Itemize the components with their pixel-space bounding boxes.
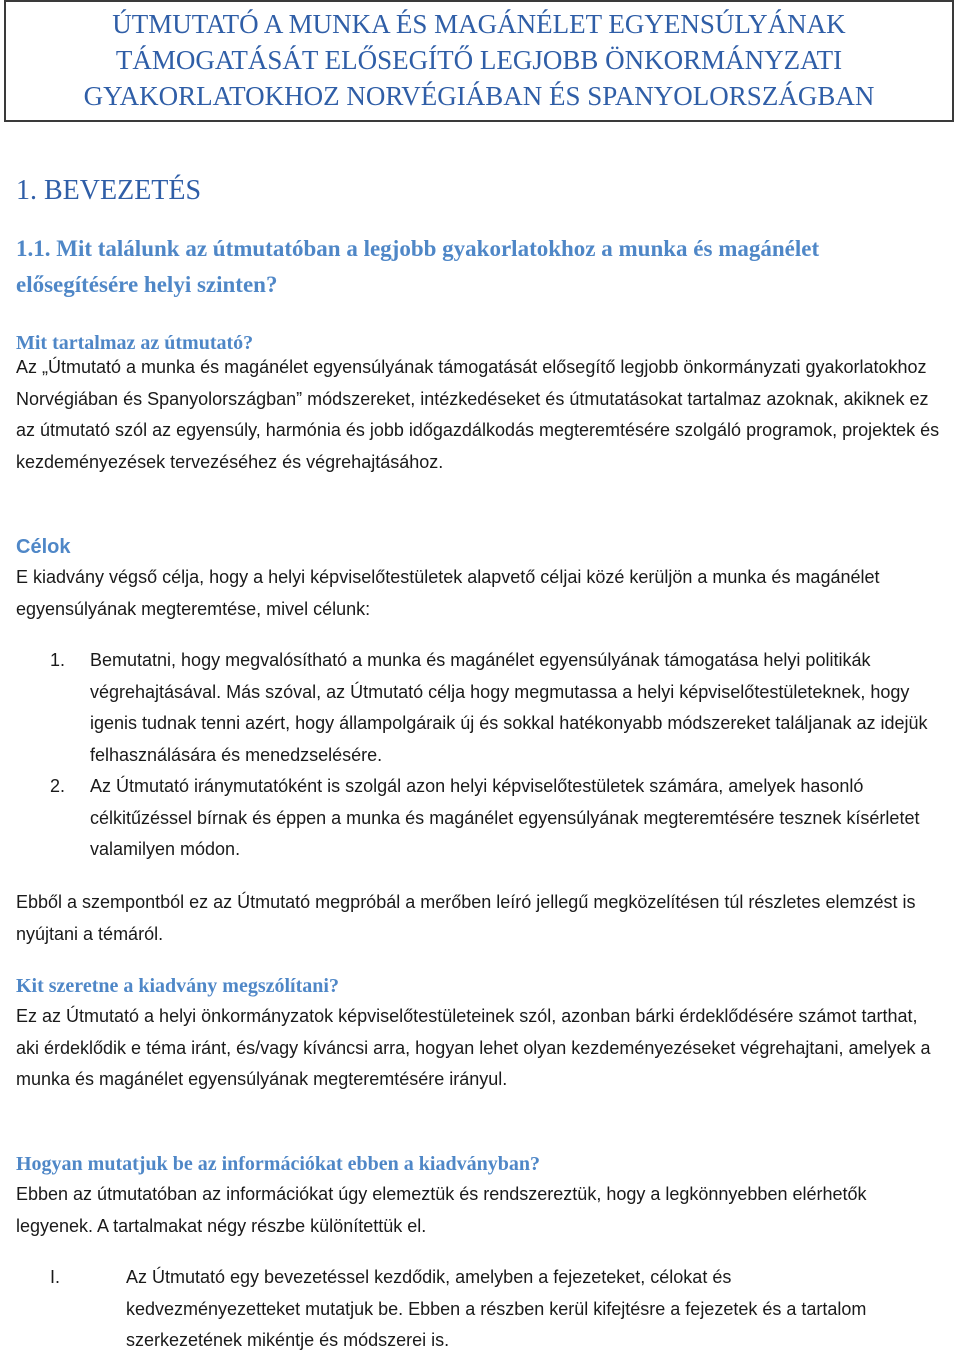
document-title-line-2: TÁMOGATÁSÁT ELŐSEGÍTŐ LEGJOBB ÖNKORMÁNYZATI <box>115 45 843 75</box>
subsection-heading-1-1: 1.1. Mit találunk az útmutatóban a legjobb gyakorlatokhoz a munka és magánélet elősegítésére helyi szinten? <box>16 236 820 297</box>
paragraph-audience: Ez az Útmutató a helyi önkormányzatok képviselőtestületeinek szól, azonban bárki érdeklődésére számot tarthat, aki érdeklődik e téma iránt, és/vagy kíváncsi arra, hogyan lehet olyan kezdeményezéseket végrehajtani, amelyek a munka és magánélet egyensúlyának megteremtésére irányul. <box>16 1006 931 1089</box>
paragraph-goals-intro: E kiadvány végső célja, hogy a helyi képviselőtestületek alapvető céljai közé kerüljön a munka és magánélet egyensúlyának megteremtése, mivel célunk: <box>16 567 880 619</box>
heading-goals: Célok <box>16 536 71 558</box>
document-title-line-1: ÚTMUTATÓ A MUNKA ÉS MAGÁNÉLET EGYENSÚLYÁNAK <box>112 9 846 39</box>
list-item-number: I. <box>50 1267 61 1287</box>
paragraph-presentation: Ebben az útmutatóban az információkat úgy elemeztük és rendszereztük, hogy a legkönnyebben elérhetők legyenek. A tartalmakat négy részbe különítettük el. <box>16 1184 867 1236</box>
list-item <box>50 645 930 771</box>
document-title-line-3: GYAKORLATOKHOZ NORVÉGIÁBAN ÉS SPANYOLORSZÁGBAN <box>83 81 875 111</box>
list-item-number: 1. <box>50 650 66 670</box>
heading-presentation: Hogyan mutatjuk be az információkat ebben a kiadványban? <box>16 1153 540 1175</box>
paragraph-contents: Az „Útmutató a munka és magánélet egyensúlyának támogatását elősegítő legjobb önkormányzati gyakorlatokhoz Norvégiában és Spanyolországban” módszereket, intézkedéseket és útmutatásokat tartalmaz azoknak, akiknek ez az útmutató szól az egyensúly, harmónia és jobb időgazdálkodás megteremtésére szolgáló programok, projektek és kezdeményezések tervezéséhez és végrehajtásához. <box>16 357 940 472</box>
heading-audience: Kit szeretne a kiadvány megszólítani? <box>16 975 339 997</box>
list-item <box>50 1262 910 1357</box>
goals-list <box>50 645 930 866</box>
paragraph-goals-closing: Ebből a szempontból ez az Útmutató megpróbál a merőben leíró jellegű megközelítésen túl részletes elemzést is nyújtani a témáról. <box>16 892 916 944</box>
title-box <box>4 0 954 122</box>
list-item-number: 2. <box>50 776 66 796</box>
presentation-list <box>50 1262 910 1357</box>
section-heading-introduction: 1. BEVEZETÉS <box>16 175 202 206</box>
list-item-text: Az Útmutató iránymutatóként is szolgál azon helyi képviselőtestületek számára, amelyek hasonló célkitűzéssel bírnak és éppen a munka és magánélet egyensúlyának megteremtésére tesznek kísérletet valamilyen módon. <box>90 776 920 859</box>
list-item-text: Bemutatni, hogy megvalósítható a munka és magánélet egyensúlyának támogatása helyi politikák végrehajtásával. Más szóval, az Útmutató célja hogy megmutassa a helyi képviselőtestületeknek, hogy igenis tudnak tenni azért, hogy állampolgáraik új és sokkal hatékonyabb módszereket találjanak az idejük felhasználására és menedzselésére. <box>90 650 928 765</box>
heading-contents: Mit tartalmaz az útmutató? <box>16 332 254 354</box>
list-item-text: Az Útmutató egy bevezetéssel kezdődik, amelyben a fejezeteket, célokat és kedvezményezetteket mutatjuk be. Ebben a részben kerül kifejtésre a fejezetek és a tartalom szerkezetének mikéntje és módszerei is. <box>126 1267 867 1350</box>
list-item <box>50 771 930 866</box>
